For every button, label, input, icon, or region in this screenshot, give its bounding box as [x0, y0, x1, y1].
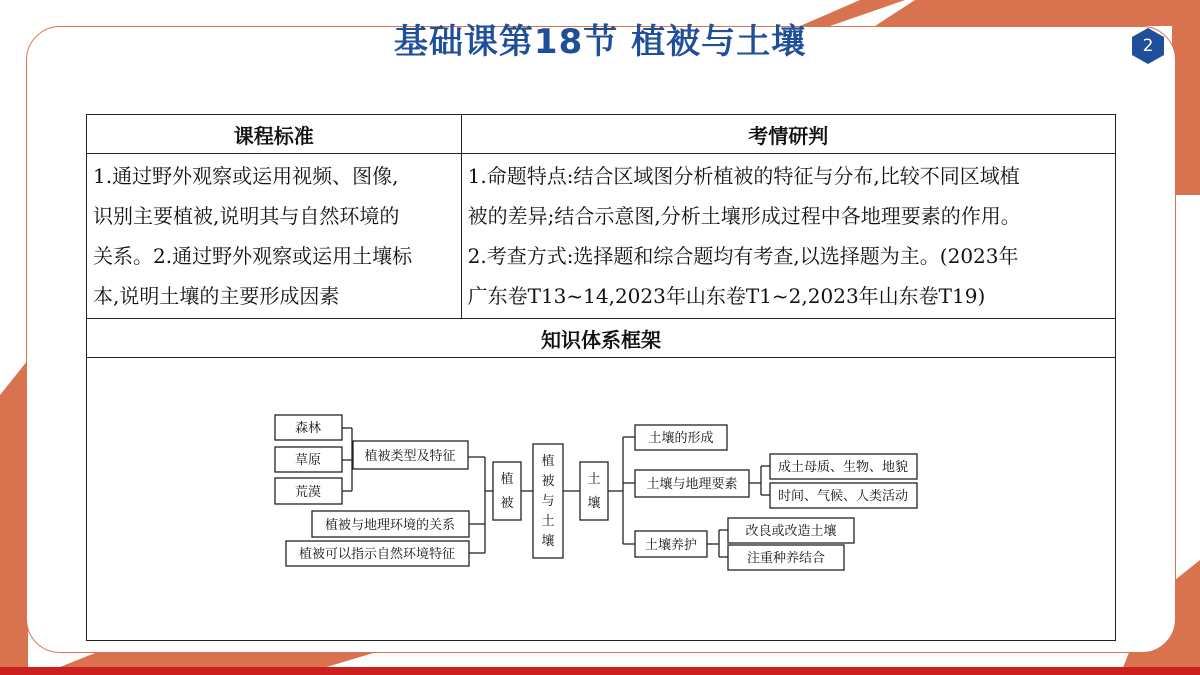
label-soil-factors-2: 时间、气候、人类活动	[777, 489, 909, 504]
label-vegetation-types: 植被类型及特征	[364, 449, 456, 464]
label-planting-breeding: 注重种养结合	[746, 551, 826, 566]
label-forest: 森林	[294, 421, 322, 436]
page-number-badge	[1128, 26, 1168, 66]
label-grassland: 草原	[294, 453, 322, 468]
label-improve-soil: 改良或改造土壤	[745, 524, 837, 539]
analysis-line: 1.命题特点:结合区域图分析植被的特征与分布,比较不同区域植	[467, 164, 1020, 188]
standard-cell	[87, 154, 462, 319]
label-vegetation-indicator: 植被可以指示自然环境特征	[298, 547, 456, 562]
page-number: 2	[1142, 36, 1154, 56]
label-center-char: 土	[541, 514, 555, 529]
standard-line: 1.通过野外观察或运用视频、图像,	[93, 164, 399, 188]
label-soil-geo-factors: 土壤与地理要素	[646, 477, 738, 492]
label-center-char: 植	[541, 454, 555, 469]
standard-line: 本,说明土壤的主要形成因素	[93, 284, 340, 308]
label-center-char: 被	[541, 474, 555, 489]
label-soil-char: 壤	[587, 496, 601, 511]
course-table	[86, 114, 1116, 641]
analysis-line: 被的差异;结合示意图,分析土壤形成过程中各地理要素的作用。	[467, 204, 1021, 228]
column-header-standard: 课程标准	[87, 115, 462, 154]
label-center-char: 壤	[541, 534, 555, 549]
analysis-cell	[461, 154, 1115, 319]
label-vegetation-char: 被	[500, 496, 514, 511]
framework-cell	[87, 358, 1116, 641]
page-title: 基础课第18节 植被与土壤	[393, 22, 807, 62]
knowledge-framework-diagram	[87, 358, 1117, 640]
label-soil-char: 土	[587, 472, 601, 487]
label-soil-formation: 土壤的形成	[648, 431, 714, 446]
framework-header: 知识体系框架	[87, 319, 1116, 358]
analysis-line: 2.考查方式:选择题和综合题均有考查,以选择题为主。(2023年	[467, 244, 1019, 268]
analysis-line: 广东卷T13~14,2023年山东卷T1~2,2023年山东卷T19)	[467, 284, 986, 308]
standard-line: 关系。2.通过野外观察或运用土壤标	[93, 244, 413, 268]
label-desert: 荒漠	[294, 485, 322, 500]
label-soil-care: 土壤养护	[644, 538, 698, 553]
column-header-analysis: 考情研判	[461, 115, 1115, 154]
label-center-char: 与	[541, 494, 555, 509]
label-vegetation-char: 植	[500, 472, 514, 487]
box-soil	[580, 462, 608, 520]
label-vegetation-environment: 植被与地理环境的关系	[324, 518, 456, 533]
label-soil-factors-1: 成土母质、生物、地貌	[777, 460, 909, 475]
box-vegetation	[493, 462, 521, 520]
standard-line: 识别主要植被,说明其与自然环境的	[93, 204, 400, 228]
